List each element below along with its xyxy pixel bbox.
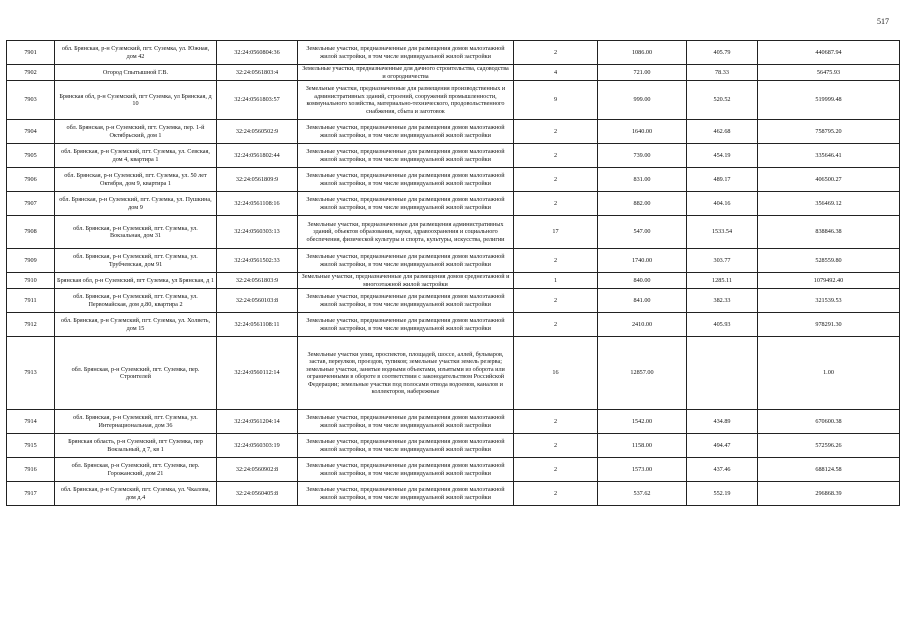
cell-address: обл. Брянская, р-н Суземский, пгт. Суземка, пер. Строителей [55,337,217,410]
cell-category: 4 [514,65,598,81]
cell-number: 7906 [7,168,55,192]
cell-cadastral-number: 32:24:0560502:9 [217,120,298,144]
cell-permitted-use: Земельные участки, предназначенные для размещения домов малоэтажной жилой застройки, в том числе индивидуальной жилой застройки [298,192,514,216]
cell-cadastral-number: 32:24:0560303:13 [217,216,298,249]
cell-number: 7907 [7,192,55,216]
cell-number: 7914 [7,410,55,434]
cell-specific-value: 404.16 [687,192,758,216]
cell-cadastral-value: 321539.53 [758,289,900,313]
table-row [7,458,900,482]
cell-specific-value: 1533.54 [687,216,758,249]
cell-category: 2 [514,41,598,65]
cell-cadastral-value: 356469.12 [758,192,900,216]
page-number: 517 [877,17,889,26]
cell-area: 1740.00 [598,249,687,273]
cell-specific-value: 454.19 [687,144,758,168]
cell-permitted-use: Земельные участки, предназначенные для размещения производственных и административных зданий, строений, сооружений промышленности, коммунального хозяйства, материально-технического, продовольственного снабжения, сбыта и заготовок [298,81,514,120]
cell-number: 7910 [7,273,55,289]
cell-permitted-use: Земельные участки, предназначенные для размещения домов малоэтажной жилой застройки, в том числе индивидуальной жилой застройки [298,458,514,482]
cell-category: 2 [514,434,598,458]
cell-cadastral-value: 670600.38 [758,410,900,434]
cell-number: 7917 [7,482,55,506]
table-row [7,81,900,120]
cell-permitted-use: Земельные участки, предназначенные для размещения домов малоэтажной жилой застройки, в том числе индивидуальной жилой застройки [298,313,514,337]
cell-address: обл. Брянская, р-н Суземский, пгт. Суземка, пер. Горожанский, дом 21 [55,458,217,482]
cell-cadastral-value: 838846.38 [758,216,900,249]
cell-permitted-use: Земельные участки, предназначенные для размещения домов малоэтажной жилой застройки, в том числе индивидуальной жилой застройки [298,249,514,273]
table-row [7,434,900,458]
cell-number: 7904 [7,120,55,144]
cell-category: 2 [514,192,598,216]
cell-cadastral-value: 406500.27 [758,168,900,192]
cell-permitted-use: Земельные участки, предназначенные для размещения домов малоэтажной жилой застройки, в том числе индивидуальной жилой застройки [298,168,514,192]
table-row [7,313,900,337]
cell-cadastral-number: 32:24:0561809:9 [217,168,298,192]
cell-permitted-use: Земельные участки, предназначенные для размещения домов малоэтажной жилой застройки, в том числе индивидуальной жилой застройки [298,41,514,65]
cell-cadastral-number: 32:24:0561502:33 [217,249,298,273]
cell-permitted-use: Земельные участки, предназначенные для размещения домов малоэтажной жилой застройки, в том числе индивидуальной жилой застройки [298,144,514,168]
cell-specific-value: 1285.11 [687,273,758,289]
table-row [7,410,900,434]
table-row [7,249,900,273]
table-row [7,144,900,168]
cell-specific-value: 552.19 [687,482,758,506]
table-row [7,65,900,81]
cell-category: 2 [514,120,598,144]
table-row [7,192,900,216]
cell-address: Брянская область, р-н Суземский, пгт Суземка, пер Вокзальный, д 7, кв 1 [55,434,217,458]
cell-area: 831.00 [598,168,687,192]
cell-address: обл. Брянская, р-н Суземский, пгт. Суземка, ул. Чкалова, дом д.4 [55,482,217,506]
cell-category: 2 [514,313,598,337]
cell-category: 2 [514,289,598,313]
cell-cadastral-number: 32:24:0561803:57 [217,81,298,120]
cell-cadastral-value: 688124.58 [758,458,900,482]
cell-cadastral-number: 32:24:0561108:16 [217,192,298,216]
cell-number: 7903 [7,81,55,120]
cell-permitted-use: Земельные участки, предназначенные для дачного строительства, садоводства и огородничества [298,65,514,81]
cell-number: 7913 [7,337,55,410]
cell-area: 537.62 [598,482,687,506]
cell-category: 9 [514,81,598,120]
cell-cadastral-value: 978291.30 [758,313,900,337]
cell-area: 1542.00 [598,410,687,434]
cell-number: 7902 [7,65,55,81]
cell-area: 721.00 [598,65,687,81]
cell-cadastral-number: 32:24:0561802:44 [217,144,298,168]
cell-address: обл. Брянская, р-н Суземский, пгт. Суземка, ул. Южная, дом 42 [55,41,217,65]
cell-area: 12857.00 [598,337,687,410]
cell-cadastral-value: 335646.41 [758,144,900,168]
cell-area: 2410.00 [598,313,687,337]
cell-permitted-use: Земельные участки, предназначенные для размещения домов малоэтажной жилой застройки, в том числе индивидуальной жилой застройки [298,120,514,144]
cell-cadastral-number: 32:24:0561803:4 [217,65,298,81]
cell-area: 999.00 [598,81,687,120]
cell-category: 2 [514,458,598,482]
cell-cadastral-value: 1079492.40 [758,273,900,289]
cell-address: обл. Брянская, р-н Суземский, пгт. Суземка, ул. 50 лет Октября, дом 9, квартира 1 [55,168,217,192]
cell-number: 7909 [7,249,55,273]
cell-area: 547.00 [598,216,687,249]
cell-address: Огород Спытышной Г.В. [55,65,217,81]
cell-cadastral-value: 56475.93 [758,65,900,81]
cell-address: обл. Брянская, р-н Суземский, пгт. Суземка, ул. Холветь, дом 15 [55,313,217,337]
table-row [7,337,900,410]
cell-number: 7908 [7,216,55,249]
cell-specific-value: 489.17 [687,168,758,192]
cell-specific-value: 78.33 [687,65,758,81]
cell-address: обл. Брянская, р-н Суземский, пгт. Суземка, ул. Вокзальная, дом 31 [55,216,217,249]
cell-specific-value: 520.52 [687,81,758,120]
table-row [7,41,900,65]
cell-area: 739.00 [598,144,687,168]
table-row [7,216,900,249]
cell-area: 1640.00 [598,120,687,144]
cell-number: 7912 [7,313,55,337]
cell-specific-value [687,337,758,410]
cell-category: 2 [514,144,598,168]
cell-specific-value: 437.46 [687,458,758,482]
cell-address: обл. Брянская, р-н Суземский, пгт. Суземка, ул. Трубчевская, дом 91 [55,249,217,273]
cell-permitted-use: Земельные участки, предназначенные для размещения домов малоэтажной жилой застройки, в том числе индивидуальной жилой застройки [298,410,514,434]
cell-cadastral-value: 296868.39 [758,482,900,506]
cell-cadastral-number: 32:24:0560804:36 [217,41,298,65]
cell-cadastral-number: 32:24:0561803:9 [217,273,298,289]
cell-category: 2 [514,168,598,192]
cell-cadastral-number: 32:24:0560303:19 [217,434,298,458]
cell-cadastral-value: 519999.48 [758,81,900,120]
cell-cadastral-value: 758795.20 [758,120,900,144]
table-body [7,41,900,506]
cell-cadastral-value: 440687.94 [758,41,900,65]
table-row [7,273,900,289]
cell-address: Брянская обл, р-н Суземский, пгт Суземка, ул Брянская, д 1 [55,273,217,289]
cell-cadastral-number: 32:24:0560902:8 [217,458,298,482]
cell-number: 7915 [7,434,55,458]
cell-cadastral-value: 528559.80 [758,249,900,273]
cell-address: обл. Брянская, р-н Суземский, пгт. Суземка, ул. Севская, дом 4, квартира 1 [55,144,217,168]
cell-address: обл. Брянская, р-н Суземский, пгт. Суземка, ул. Интернациональная, дом 36 [55,410,217,434]
cell-number: 7901 [7,41,55,65]
cell-address: обл. Брянская, р-н Суземский, пгт. Суземка, пер. 1-й Октябрьский, дом 1 [55,120,217,144]
cell-number: 7916 [7,458,55,482]
cell-permitted-use: Земельные участки, предназначенные для размещения домов малоэтажной жилой застройки, в том числе индивидуальной жилой застройки [298,434,514,458]
cell-cadastral-number: 32:24:0560405:8 [217,482,298,506]
cell-area: 882.00 [598,192,687,216]
cell-category: 2 [514,249,598,273]
cell-cadastral-value: 1.00 [758,337,900,410]
cell-number: 7911 [7,289,55,313]
cell-area: 1086.00 [598,41,687,65]
cell-area: 840.00 [598,273,687,289]
cell-category: 2 [514,482,598,506]
cell-specific-value: 494.47 [687,434,758,458]
cell-area: 841.00 [598,289,687,313]
cell-specific-value: 434.89 [687,410,758,434]
cell-specific-value: 303.77 [687,249,758,273]
cell-category: 16 [514,337,598,410]
cell-address: обл. Брянская, р-н Суземский, пгт. Суземка, ул. Первомайская, дом д.80, квартира 2 [55,289,217,313]
table-row [7,168,900,192]
table-row [7,120,900,144]
cell-permitted-use: Земельные участки, предназначенные для размещения административных зданий, объектов образования, науки, здравоохранения и социального обеспечения, физической культуры и спорта, культуры, искусства, религии [298,216,514,249]
cell-specific-value: 405.79 [687,41,758,65]
table-row [7,482,900,506]
cell-permitted-use: Земельные участки, предназначенные для размещения домов малоэтажной жилой застройки, в том числе индивидуальной жилой застройки [298,289,514,313]
cell-cadastral-number: 32:24:0560103:8 [217,289,298,313]
cell-category: 2 [514,410,598,434]
cell-address: обл. Брянская, р-н Суземский, пгт. Суземка, ул. Пушкина, дом 9 [55,192,217,216]
cell-permitted-use: Земельные участки, предназначенные для размещения домов малоэтажной жилой застройки, в том числе индивидуальной жилой застройки [298,482,514,506]
cell-address: Брянская обл, р-н Суземский, пгт Суземка, ул Брянская, д 10 [55,81,217,120]
cell-permitted-use: Земельные участки, предназначенные для размещения домов среднеэтажной и многоэтажной жилой застройки [298,273,514,289]
cell-specific-value: 462.68 [687,120,758,144]
cell-cadastral-value: 572596.26 [758,434,900,458]
land-register-table [6,40,900,506]
table-row [7,289,900,313]
cell-specific-value: 405.93 [687,313,758,337]
cell-permitted-use: Земельные участки улиц, проспектов, площадей, шоссе, аллей, бульваров, застав, переулков, проездов, тупиков; земельные участки земель резерва; земельные участки, занятые водными объектами, изъятыми из оборота или ограниченными в обороте в соответствии с законодательством Российской Федерации; земельные участки под полосами отвода водоемов, каналов и коллекторов, набережные [298,337,514,410]
cell-number: 7905 [7,144,55,168]
cell-area: 1158.00 [598,434,687,458]
cell-specific-value: 382.33 [687,289,758,313]
cell-area: 1573.00 [598,458,687,482]
cell-cadastral-number: 32:24:0561204:14 [217,410,298,434]
cell-cadastral-number: 32:24:0561108:11 [217,313,298,337]
cell-category: 17 [514,216,598,249]
cell-cadastral-number: 32:24:0560112:14 [217,337,298,410]
cell-category: 1 [514,273,598,289]
